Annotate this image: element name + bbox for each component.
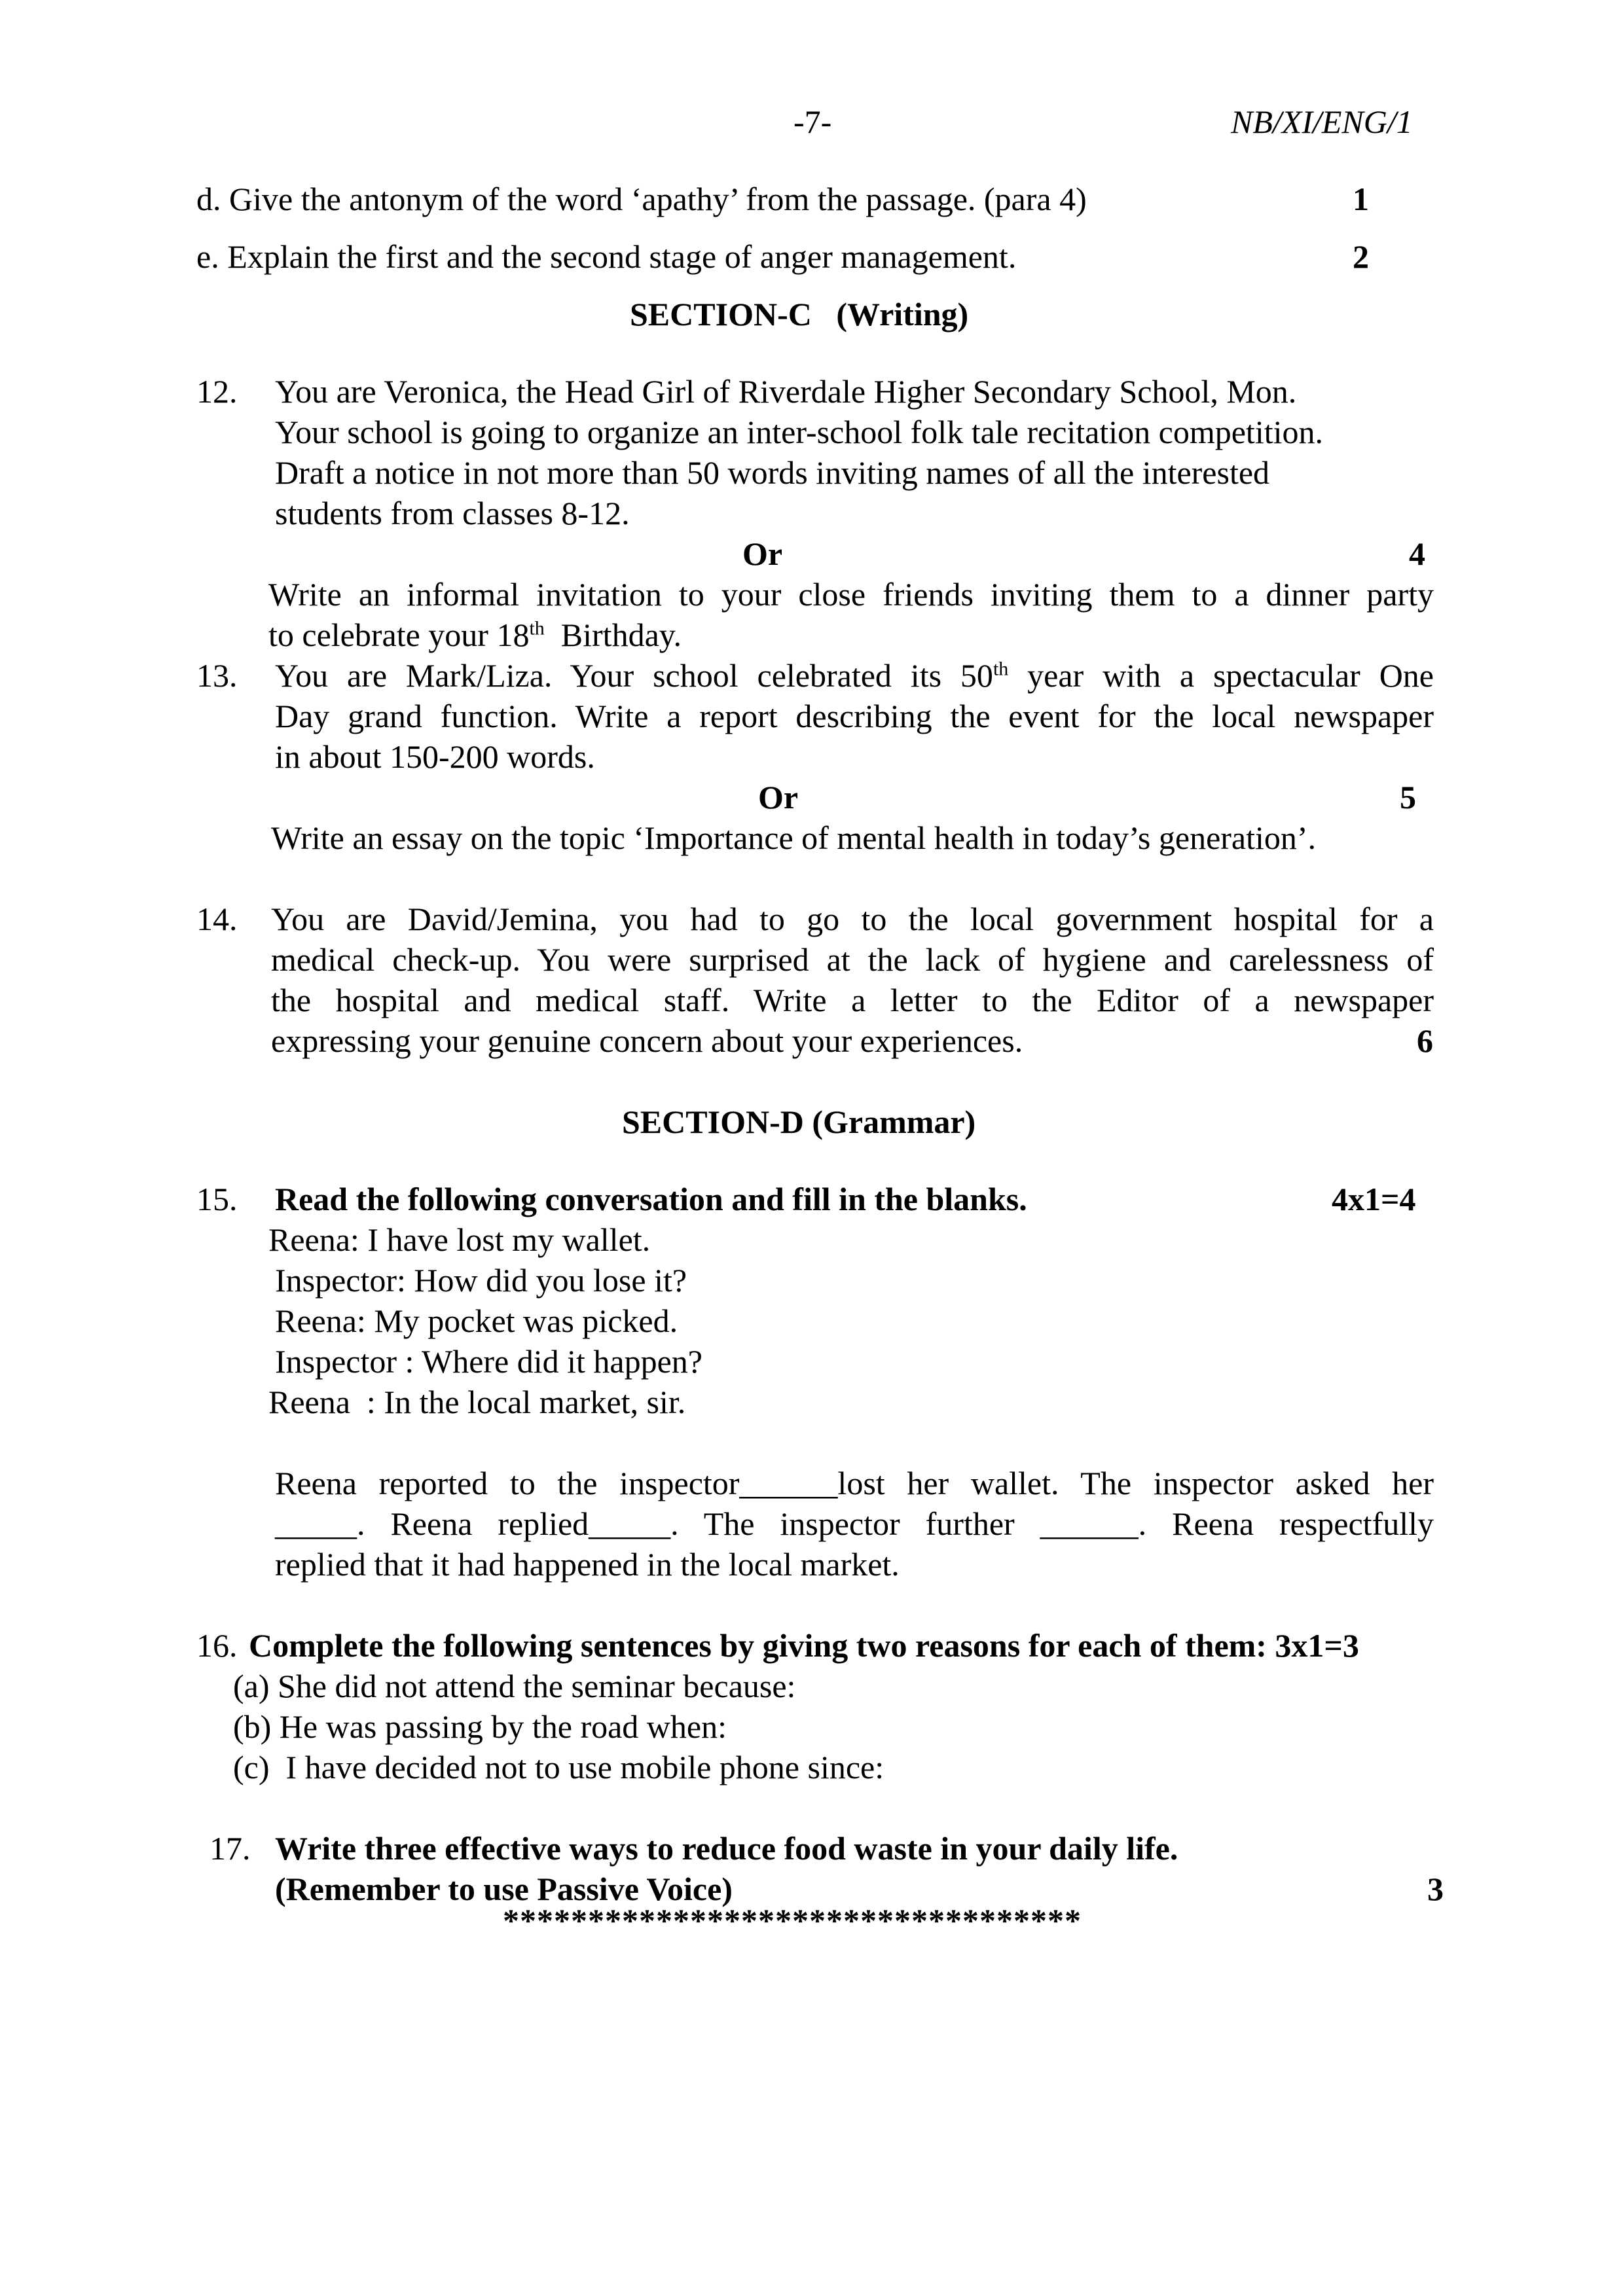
q15-marks: 4x1=4 [1332, 1181, 1416, 1217]
q13-or: Or [758, 779, 799, 816]
q13-line3: in about 150-200 words. [275, 738, 595, 775]
q12-alt-sup: th [529, 617, 545, 639]
q17-marks: 3 [1427, 1871, 1444, 1907]
dialogue-line: Inspector: How did you lose it? [275, 1262, 687, 1299]
section-c-title: SECTION-C (Writing) [630, 296, 969, 332]
end-marker: ********************************** [503, 1902, 1082, 1939]
q17-number: 17. [210, 1830, 251, 1867]
q12-marks: 4 [1409, 535, 1425, 572]
section-d-title: SECTION-D (Grammar) [622, 1103, 976, 1140]
dialogue-line: Inspector : Where did it happen? [275, 1343, 703, 1380]
dialogue-line: Reena: I have lost my wallet. [268, 1221, 651, 1258]
q14-number: 14. [196, 901, 238, 937]
dialogue-line: Reena: My pocket was picked. [275, 1302, 678, 1339]
q15-para-line1: Reena reported to the inspector______lost her wallet. The inspector asked her [275, 1465, 1434, 1501]
page-number: -7- [793, 103, 832, 140]
q14-line: the hospital and medical staff. Write a letter to the Editor of a newspaper [271, 982, 1434, 1018]
q16-title: Complete the following sentences by giving two reasons for each of them: 3x1=3 [249, 1627, 1359, 1664]
q13-number: 13. [196, 657, 238, 694]
q12-or: Or [742, 535, 783, 572]
q16-number: 16. [196, 1627, 238, 1664]
question-d-marks: 1 [1353, 181, 1369, 217]
q14-last-line: expressing your genuine concern about your experiences. [271, 1022, 1023, 1059]
q12-alt-text: to celebrate your 18 [268, 617, 530, 653]
q15-para-line3: replied that it had happened in the local market. [275, 1546, 900, 1583]
question-e: e. Explain the first and the second stage of anger management. [196, 238, 1017, 275]
q16-item: (b) He was passing by the road when: [233, 1708, 727, 1745]
question-e-marks: 2 [1353, 238, 1369, 275]
q12-line: Draft a notice in not more than 50 words inviting names of all the interested [275, 454, 1270, 491]
q13-line1 [275, 655, 1434, 696]
q13-line1-text: You are Mark/Liza. Your school celebrated its 50 [275, 657, 993, 694]
q17-line2: (Remember to use Passive Voice) [275, 1871, 733, 1907]
q12-alt-line2 [268, 614, 682, 656]
q16-item: (a) She did not attend the seminar because: [233, 1668, 796, 1704]
q12-line: students from classes 8-12. [275, 495, 630, 531]
q15-number: 15. [196, 1181, 238, 1217]
q14-line: You are David/Jemina, you had to go to the local government hospital for a [271, 901, 1434, 937]
q12-alt-text-end: Birthday. [544, 617, 682, 653]
question-d: d. Give the antonym of the word ‘apathy’ from the passage. (para 4) [196, 181, 1087, 217]
q12-line: You are Veronica, the Head Girl of Riverdale Higher Secondary School, Mon. [275, 373, 1297, 410]
q13-line2: Day grand function. Write a report describing the event for the local newspaper [275, 698, 1434, 734]
q13-alt: Write an essay on the topic ‘Importance of mental health in today’s generation’. [271, 819, 1317, 856]
q14-line: medical check-up. You were surprised at the lack of hygiene and carelessness of [271, 941, 1434, 978]
q13-sup: th [993, 658, 1009, 680]
q15-title: Read the following conversation and fill in the blanks. [275, 1181, 1027, 1217]
q12-number: 12. [196, 373, 238, 410]
q15-para-line2: _____. Reena replied_____. The inspector further ______. Reena respectfully [275, 1505, 1434, 1542]
q16-item: (c) I have decided not to use mobile phone since: [233, 1749, 884, 1785]
q17-line1: Write three effective ways to reduce food waste in your daily life. [275, 1830, 1178, 1867]
q13-line1-end: year with a spectacular One [1008, 657, 1434, 694]
paper-code: NB/XI/ENG/1 [1231, 103, 1413, 140]
dialogue-line: Reena : In the local market, sir. [268, 1384, 686, 1420]
q12-line: Your school is going to organize an inter-school folk tale recitation competition. [275, 414, 1324, 450]
q12-alt-line1: Write an informal invitation to your close friends inviting them to a dinner party [268, 576, 1434, 613]
q14-marks: 6 [1417, 1022, 1433, 1059]
q13-marks: 5 [1400, 779, 1416, 816]
